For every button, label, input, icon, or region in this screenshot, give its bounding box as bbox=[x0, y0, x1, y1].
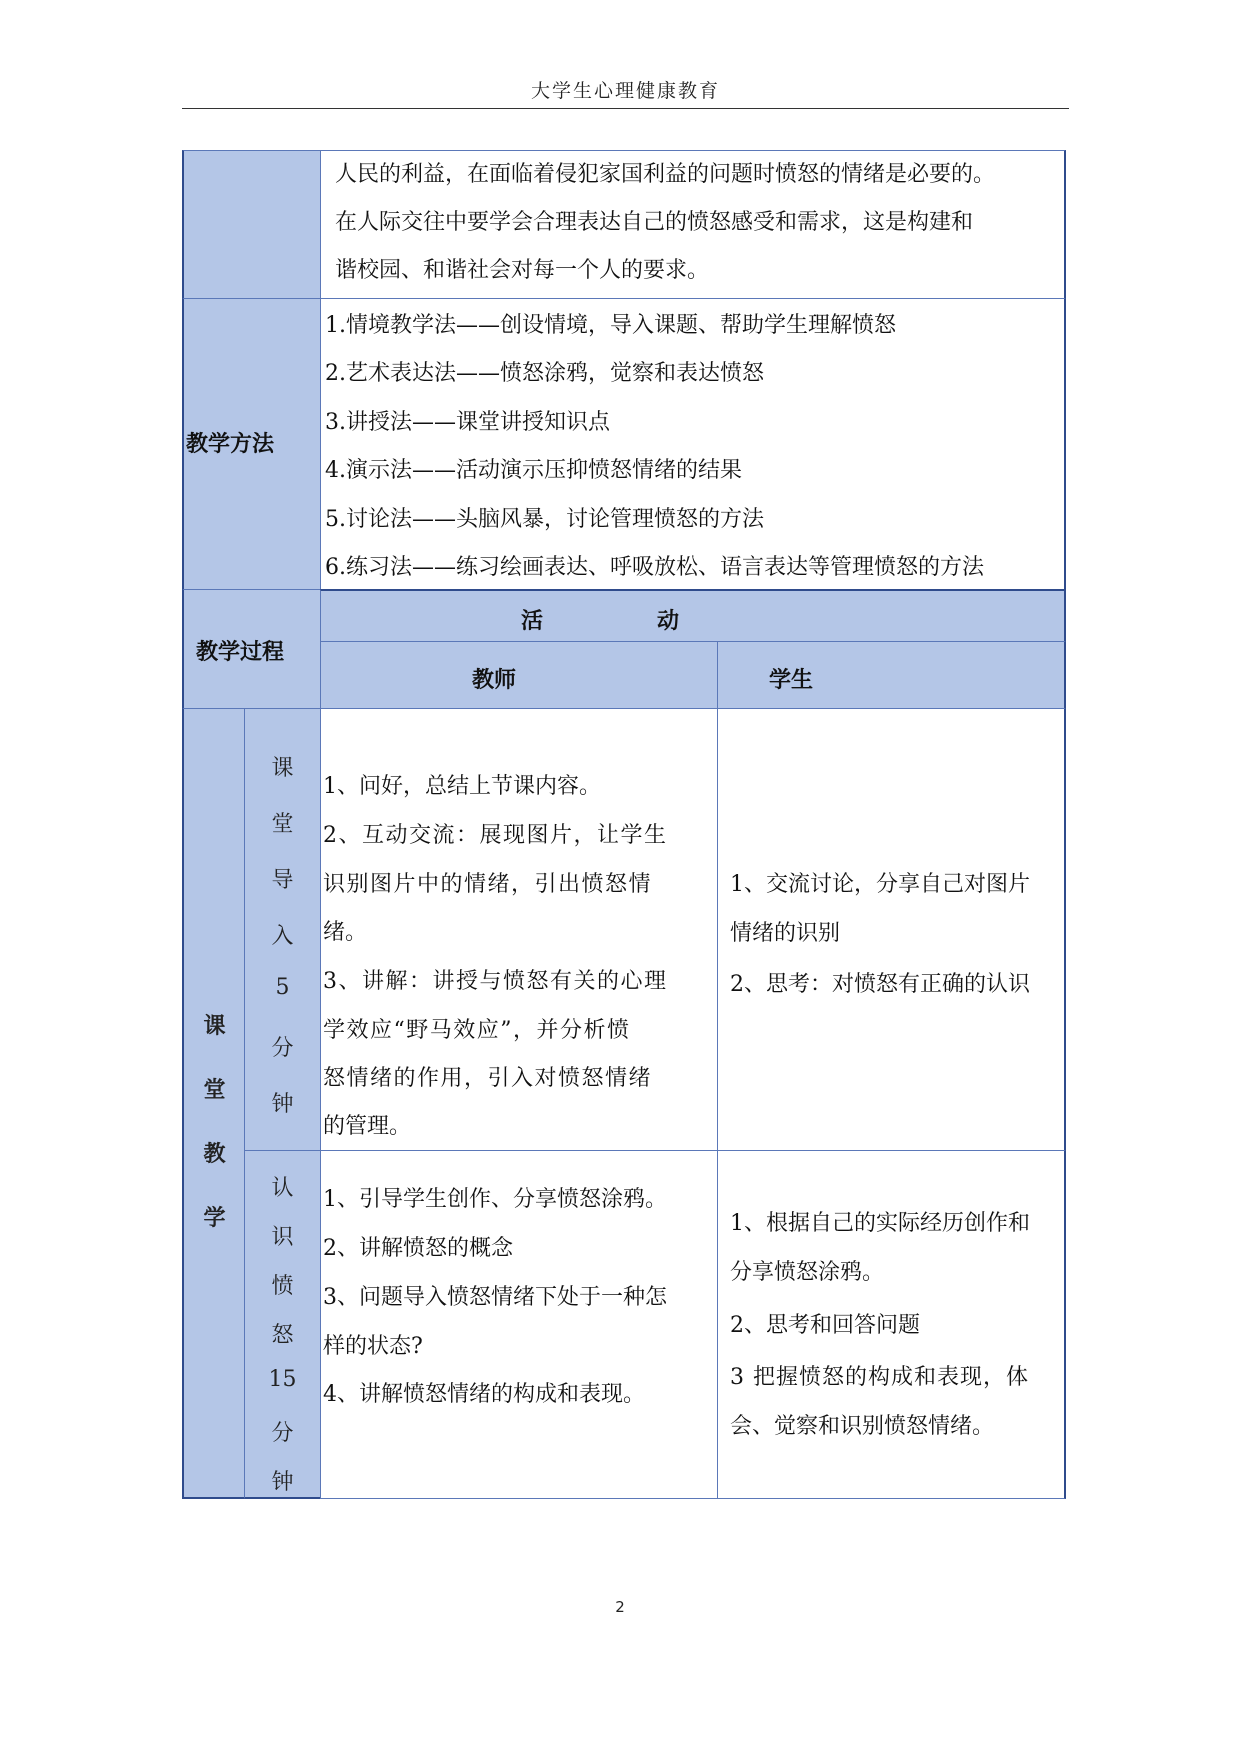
intro-line: 谐校园、和谐社会对每一个人的要求。 bbox=[335, 258, 710, 283]
section-intro-vertical-label bbox=[245, 709, 320, 1150]
header-divider bbox=[182, 108, 1069, 109]
classroom-label-char: 堂 bbox=[203, 1078, 226, 1103]
method-item: 6.练习法——练习绘画表达、呼吸放松、语言表达等管理愤怒的方法 bbox=[325, 555, 984, 580]
method-item: 2.艺术表达法——愤怒涂鸦，觉察和表达愤怒 bbox=[325, 361, 764, 386]
student-header-cell bbox=[717, 641, 1066, 709]
teacher-header: 教师 bbox=[472, 668, 517, 693]
teacher-step: 2、互动交流：展现图片，让学生 bbox=[323, 823, 668, 848]
method-item: 1.情境教学法——创设情境，导入课题、帮助学生理解愤怒 bbox=[325, 313, 896, 338]
section-label-char: 认 bbox=[271, 1176, 294, 1201]
section-label-char: 分 bbox=[271, 1036, 294, 1061]
teacher-step: 识别图片中的情绪，引出愤怒情 bbox=[323, 872, 653, 897]
section-intro-student-cell bbox=[717, 708, 1066, 1151]
process-label-cell bbox=[182, 589, 321, 709]
classroom-label-char: 课 bbox=[203, 1014, 226, 1039]
student-step: 情绪的识别 bbox=[730, 921, 841, 946]
section-label-char: 钟 bbox=[271, 1470, 294, 1495]
teacher-step: 1、问好，总结上节课内容。 bbox=[323, 774, 601, 799]
student-step: 2、思考：对愤怒有正确的认识 bbox=[730, 972, 1030, 997]
teacher-step: 3、问题导入愤怒情绪下处于一种怎 bbox=[323, 1285, 667, 1310]
intro-line: 人民的利益，在面临着侵犯家国利益的问题时愤怒的情绪是必要的。 bbox=[335, 162, 996, 187]
document-header-title: 大学生心理健康教育 bbox=[530, 80, 720, 102]
section-label-char: 入 bbox=[271, 924, 294, 949]
activity-header-cell bbox=[320, 589, 1066, 642]
intro-text-cell bbox=[320, 150, 1066, 299]
intro-label-cell bbox=[182, 150, 321, 299]
student-step: 会、觉察和识别愤怒情绪。 bbox=[730, 1414, 995, 1439]
page-number: 2 bbox=[615, 1598, 625, 1616]
teacher-step: 学效应“野马效应”，并分析愤 bbox=[323, 1018, 631, 1043]
section-label-char: 导 bbox=[271, 868, 294, 893]
section-label-char: 15 bbox=[268, 1367, 297, 1392]
section-label-char: 钟 bbox=[271, 1092, 294, 1117]
teacher-step: 怒情绪的作用，引入对愤怒情绪 bbox=[323, 1066, 653, 1091]
method-item: 4.演示法——活动演示压抑愤怒情绪的结果 bbox=[325, 458, 742, 483]
student-step: 3 把握愤怒的构成和表现，体 bbox=[730, 1365, 1029, 1390]
section-anger-student-cell bbox=[717, 1150, 1066, 1499]
section-label-char: 分 bbox=[271, 1421, 294, 1446]
section-label-char: 课 bbox=[271, 756, 294, 781]
section-intro-label-cell bbox=[244, 708, 321, 1151]
section-label-char: 识 bbox=[271, 1225, 294, 1250]
classroom-label-char: 教 bbox=[203, 1142, 226, 1167]
teacher-step: 2、讲解愤怒的概念 bbox=[323, 1236, 513, 1261]
methods-label: 教学方法 bbox=[186, 432, 275, 457]
student-step: 2、思考和回答问题 bbox=[730, 1313, 920, 1338]
section-intro-teacher-cell bbox=[320, 708, 718, 1151]
section-label-char: 怒 bbox=[271, 1323, 294, 1348]
section-anger-label-cell bbox=[244, 1150, 321, 1499]
classroom-label-cell bbox=[182, 708, 245, 1499]
student-step: 1、根据自己的实际经历创作和 bbox=[730, 1211, 1030, 1236]
student-header: 学生 bbox=[769, 668, 814, 693]
process-label: 教学过程 bbox=[196, 640, 285, 665]
teacher-step: 样的状态? bbox=[323, 1334, 423, 1359]
methods-label-cell bbox=[182, 298, 321, 590]
teacher-step: 3、讲解：讲授与愤怒有关的心理 bbox=[323, 969, 668, 994]
teacher-step: 绪。 bbox=[323, 920, 368, 945]
section-label-char: 愤 bbox=[271, 1274, 294, 1299]
section-label-char: 5 bbox=[275, 975, 290, 1000]
teacher-header-cell bbox=[320, 641, 718, 709]
section-anger-vertical-label bbox=[245, 1151, 320, 1498]
classroom-vertical-label bbox=[184, 709, 245, 1498]
section-label-char: 堂 bbox=[271, 812, 294, 837]
teacher-step: 1、引导学生创作、分享愤怒涂鸦。 bbox=[323, 1187, 667, 1212]
methods-list-cell bbox=[320, 298, 1066, 590]
student-step: 分享愤怒涂鸦。 bbox=[730, 1260, 885, 1285]
method-item: 5.讨论法——头脑风暴，讨论管理愤怒的方法 bbox=[325, 507, 764, 532]
method-item: 3.讲授法——课堂讲授知识点 bbox=[325, 410, 610, 435]
teacher-step: 的管理。 bbox=[323, 1114, 412, 1139]
activity-header-char: 动 bbox=[657, 609, 680, 634]
intro-line: 在人际交往中要学会合理表达自己的愤怒感受和需求，这是构建和 bbox=[335, 210, 974, 235]
classroom-label-char: 学 bbox=[203, 1206, 226, 1231]
teacher-step: 4、讲解愤怒情绪的构成和表现。 bbox=[323, 1382, 645, 1407]
section-anger-teacher-cell bbox=[320, 1150, 718, 1499]
student-step: 1、交流讨论，分享自己对图片 bbox=[730, 872, 1030, 897]
activity-header-char: 活 bbox=[521, 609, 544, 634]
